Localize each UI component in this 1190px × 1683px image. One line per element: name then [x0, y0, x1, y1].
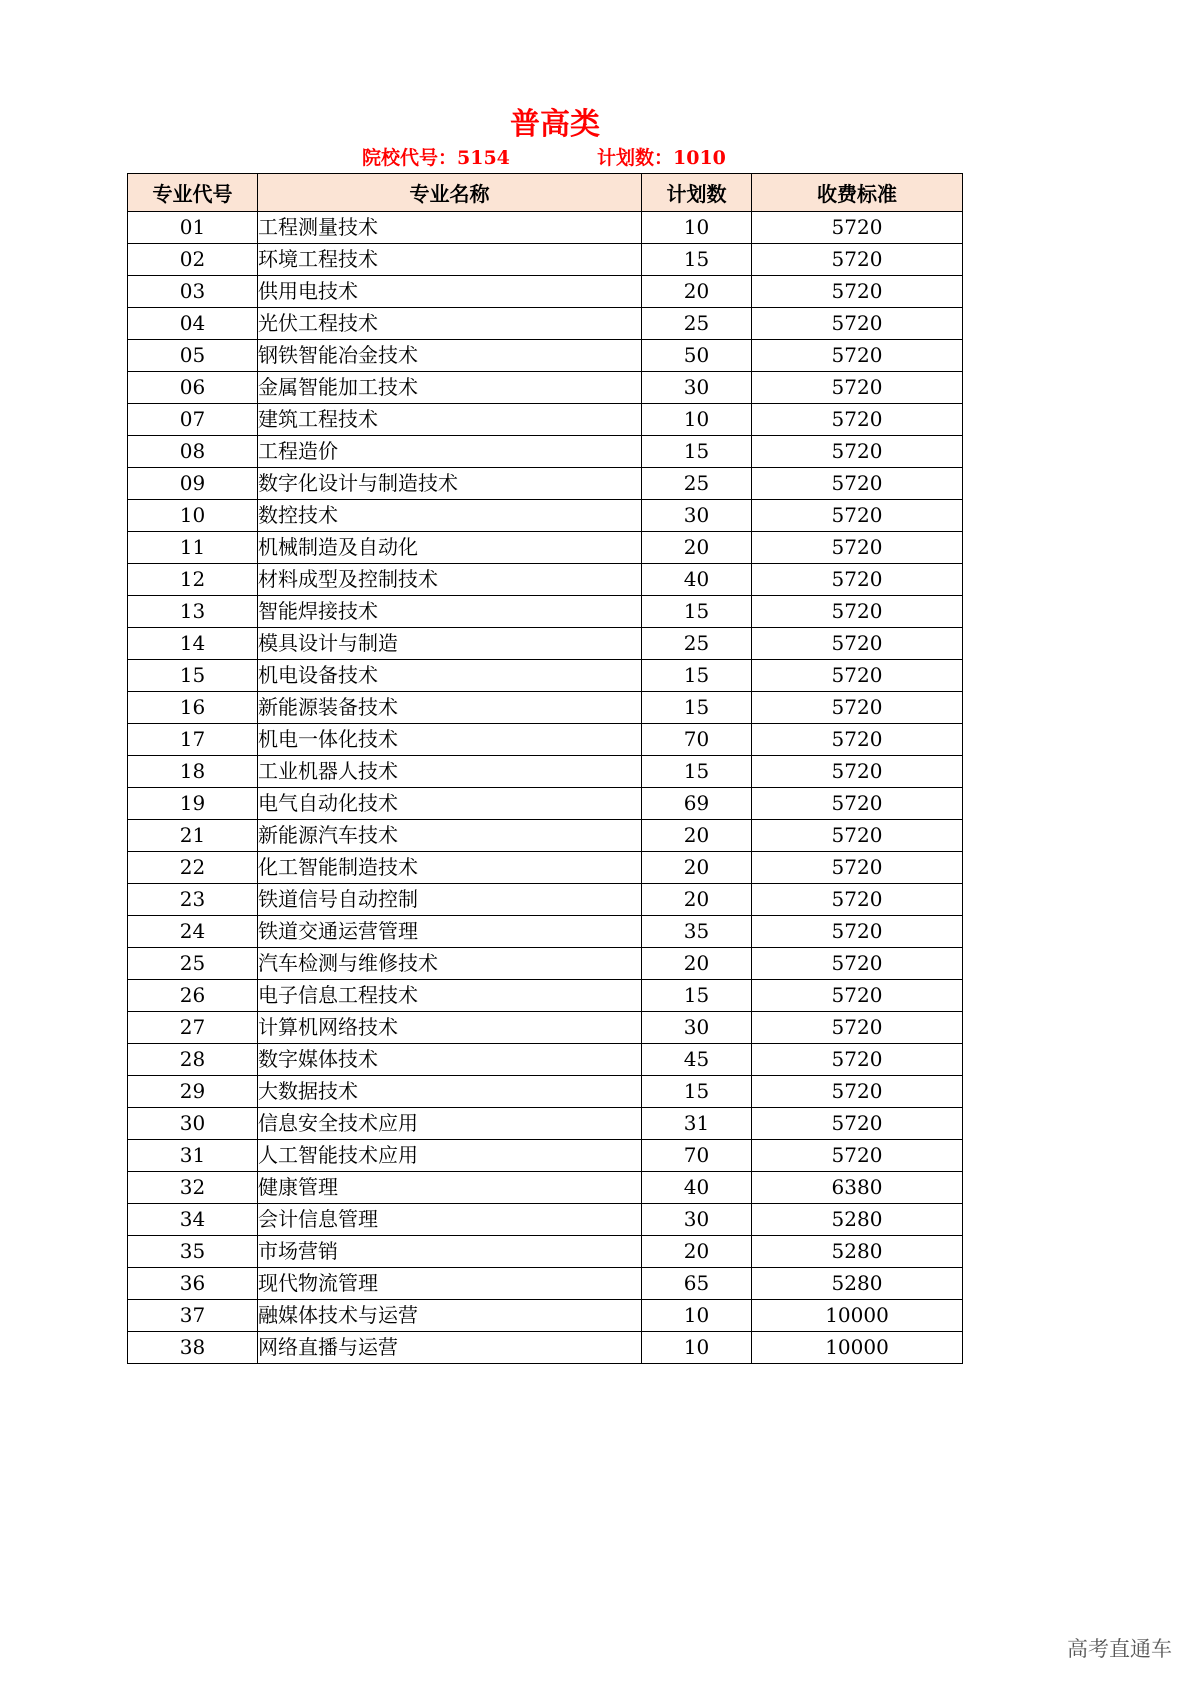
table-row — [128, 788, 963, 820]
table-row — [128, 756, 963, 788]
major-name-cell: 融媒体技术与运营 — [258, 1300, 642, 1332]
major-code-cell: 15 — [128, 660, 258, 692]
major-code-cell: 03 — [128, 276, 258, 308]
fee-cell: 5720 — [752, 436, 963, 468]
major-name-cell: 新能源装备技术 — [258, 692, 642, 724]
major-name-cell: 数字化设计与制造技术 — [258, 468, 642, 500]
fee-cell: 10000 — [752, 1332, 963, 1364]
fee-cell: 5720 — [752, 468, 963, 500]
fee-cell: 5720 — [752, 308, 963, 340]
major-name-cell: 新能源汽车技术 — [258, 820, 642, 852]
major-name-cell: 工业机器人技术 — [258, 756, 642, 788]
table-row — [128, 1332, 963, 1364]
major-name-cell: 计算机网络技术 — [258, 1012, 642, 1044]
table-row — [128, 660, 963, 692]
major-code-cell: 17 — [128, 724, 258, 756]
major-name-cell: 市场营销 — [258, 1236, 642, 1268]
major-name-cell: 数控技术 — [258, 500, 642, 532]
header-major-code: 专业代号 — [128, 174, 258, 212]
major-name-cell: 铁道信号自动控制 — [258, 884, 642, 916]
table-row — [128, 404, 963, 436]
table-row — [128, 1204, 963, 1236]
plan-count-cell: 25 — [642, 468, 752, 500]
table-row — [128, 1300, 963, 1332]
plan-count-cell: 50 — [642, 340, 752, 372]
major-code-cell: 37 — [128, 1300, 258, 1332]
major-name-cell: 钢铁智能冶金技术 — [258, 340, 642, 372]
major-name-cell: 工程测量技术 — [258, 212, 642, 244]
table-body — [128, 212, 963, 1364]
plan-count-cell: 70 — [642, 724, 752, 756]
major-code-cell: 06 — [128, 372, 258, 404]
major-code-cell: 18 — [128, 756, 258, 788]
plan-count-cell: 45 — [642, 1044, 752, 1076]
fee-cell: 5720 — [752, 980, 963, 1012]
plan-count-cell: 10 — [642, 1332, 752, 1364]
table-row — [128, 1172, 963, 1204]
table-row — [128, 372, 963, 404]
fee-cell: 5720 — [752, 564, 963, 596]
table-row — [128, 532, 963, 564]
major-name-cell: 大数据技术 — [258, 1076, 642, 1108]
plan-count-cell: 15 — [642, 596, 752, 628]
table-row — [128, 308, 963, 340]
major-code-cell: 29 — [128, 1076, 258, 1108]
plan-count-cell: 15 — [642, 756, 752, 788]
major-name-cell: 现代物流管理 — [258, 1268, 642, 1300]
major-name-cell: 健康管理 — [258, 1172, 642, 1204]
enrollment-plan-table — [127, 173, 963, 1364]
table-row — [128, 468, 963, 500]
table-row — [128, 436, 963, 468]
plan-count-cell: 65 — [642, 1268, 752, 1300]
fee-cell: 5720 — [752, 372, 963, 404]
plan-count-cell: 30 — [642, 372, 752, 404]
plan-count-cell: 25 — [642, 628, 752, 660]
major-code-cell: 04 — [128, 308, 258, 340]
major-name-cell: 网络直播与运营 — [258, 1332, 642, 1364]
major-code-cell: 24 — [128, 916, 258, 948]
table-row — [128, 244, 963, 276]
fee-cell: 5720 — [752, 724, 963, 756]
major-name-cell: 会计信息管理 — [258, 1204, 642, 1236]
major-code-cell: 30 — [128, 1108, 258, 1140]
fee-cell: 5720 — [752, 820, 963, 852]
plan-count-cell: 35 — [642, 916, 752, 948]
fee-cell: 5720 — [752, 628, 963, 660]
fee-cell: 10000 — [752, 1300, 963, 1332]
plan-count-cell: 10 — [642, 212, 752, 244]
major-name-cell: 电子信息工程技术 — [258, 980, 642, 1012]
plan-count-cell: 69 — [642, 788, 752, 820]
major-name-cell: 金属智能加工技术 — [258, 372, 642, 404]
table-row — [128, 500, 963, 532]
plan-count-cell: 15 — [642, 436, 752, 468]
major-code-cell: 23 — [128, 884, 258, 916]
plan-count-cell: 25 — [642, 308, 752, 340]
plan-count-cell: 20 — [642, 948, 752, 980]
fee-cell: 5720 — [752, 756, 963, 788]
fee-cell: 5720 — [752, 884, 963, 916]
major-code-cell: 11 — [128, 532, 258, 564]
major-code-cell: 31 — [128, 1140, 258, 1172]
plan-count-cell: 15 — [642, 692, 752, 724]
table-row — [128, 1268, 963, 1300]
table-row — [128, 1012, 963, 1044]
header-fee-standard: 收费标准 — [752, 174, 963, 212]
plan-total: 计划数：1010 — [597, 147, 726, 169]
major-name-cell: 汽车检测与维修技术 — [258, 948, 642, 980]
table-row — [128, 1044, 963, 1076]
major-name-cell: 模具设计与制造 — [258, 628, 642, 660]
major-code-cell: 07 — [128, 404, 258, 436]
major-name-cell: 材料成型及控制技术 — [258, 564, 642, 596]
major-code-cell: 22 — [128, 852, 258, 884]
major-name-cell: 环境工程技术 — [258, 244, 642, 276]
header-major-name: 专业名称 — [258, 174, 642, 212]
fee-cell: 5720 — [752, 660, 963, 692]
plan-count-cell: 31 — [642, 1108, 752, 1140]
major-name-cell: 机电一体化技术 — [258, 724, 642, 756]
major-code-cell: 13 — [128, 596, 258, 628]
major-name-cell: 信息安全技术应用 — [258, 1108, 642, 1140]
major-code-cell: 27 — [128, 1012, 258, 1044]
table-row — [128, 340, 963, 372]
major-name-cell: 供用电技术 — [258, 276, 642, 308]
major-code-cell: 14 — [128, 628, 258, 660]
fee-cell: 5720 — [752, 500, 963, 532]
fee-cell: 5720 — [752, 1044, 963, 1076]
major-code-cell: 19 — [128, 788, 258, 820]
major-name-cell: 机械制造及自动化 — [258, 532, 642, 564]
major-name-cell: 化工智能制造技术 — [258, 852, 642, 884]
table-row — [128, 948, 963, 980]
table-row — [128, 852, 963, 884]
plan-count-cell: 15 — [642, 244, 752, 276]
table-row — [128, 980, 963, 1012]
table-row — [128, 1108, 963, 1140]
plan-count-cell: 10 — [642, 1300, 752, 1332]
table-row — [128, 1140, 963, 1172]
major-code-cell: 28 — [128, 1044, 258, 1076]
fee-cell: 5280 — [752, 1236, 963, 1268]
major-code-cell: 12 — [128, 564, 258, 596]
plan-count-cell: 40 — [642, 564, 752, 596]
fee-cell: 5720 — [752, 1012, 963, 1044]
major-name-cell: 铁道交通运营管理 — [258, 916, 642, 948]
major-code-cell: 08 — [128, 436, 258, 468]
fee-cell: 5280 — [752, 1204, 963, 1236]
major-code-cell: 32 — [128, 1172, 258, 1204]
major-code-cell: 25 — [128, 948, 258, 980]
fee-cell: 5720 — [752, 532, 963, 564]
fee-cell: 5720 — [752, 244, 963, 276]
header-plan-count: 计划数 — [642, 174, 752, 212]
major-name-cell: 智能焊接技术 — [258, 596, 642, 628]
plan-count-cell: 15 — [642, 660, 752, 692]
fee-cell: 5720 — [752, 788, 963, 820]
major-name-cell: 建筑工程技术 — [258, 404, 642, 436]
fee-cell: 5720 — [752, 916, 963, 948]
major-code-cell: 02 — [128, 244, 258, 276]
major-code-cell: 09 — [128, 468, 258, 500]
table-row — [128, 564, 963, 596]
watermark: 高考直通车 — [1067, 1637, 1172, 1661]
table-row — [128, 1236, 963, 1268]
major-name-cell: 电气自动化技术 — [258, 788, 642, 820]
table-row — [128, 724, 963, 756]
table-row — [128, 596, 963, 628]
major-code-cell: 26 — [128, 980, 258, 1012]
plan-count-cell: 10 — [642, 404, 752, 436]
fee-cell: 6380 — [752, 1172, 963, 1204]
plan-count-cell: 20 — [642, 852, 752, 884]
table-row — [128, 276, 963, 308]
fee-cell: 5720 — [752, 404, 963, 436]
table-row — [128, 692, 963, 724]
plan-count-cell: 70 — [642, 1140, 752, 1172]
fee-cell: 5720 — [752, 340, 963, 372]
plan-count-cell: 20 — [642, 276, 752, 308]
table-row — [128, 1076, 963, 1108]
plan-count-cell: 20 — [642, 532, 752, 564]
fee-cell: 5720 — [752, 852, 963, 884]
major-code-cell: 10 — [128, 500, 258, 532]
fee-cell: 5720 — [752, 212, 963, 244]
fee-cell: 5720 — [752, 692, 963, 724]
table-row — [128, 916, 963, 948]
major-code-cell: 36 — [128, 1268, 258, 1300]
major-name-cell: 工程造价 — [258, 436, 642, 468]
plan-count-cell: 30 — [642, 1204, 752, 1236]
major-name-cell: 人工智能技术应用 — [258, 1140, 642, 1172]
table-row — [128, 628, 963, 660]
major-code-cell: 34 — [128, 1204, 258, 1236]
major-code-cell: 35 — [128, 1236, 258, 1268]
plan-count-cell: 20 — [642, 820, 752, 852]
major-code-cell: 05 — [128, 340, 258, 372]
plan-count-cell: 15 — [642, 1076, 752, 1108]
school-code: 院校代号：5154 — [362, 147, 510, 169]
major-name-cell: 机电设备技术 — [258, 660, 642, 692]
fee-cell: 5720 — [752, 948, 963, 980]
plan-count-cell: 20 — [642, 1236, 752, 1268]
fee-cell: 5720 — [752, 1108, 963, 1140]
page-title: 普高类 — [510, 107, 600, 142]
plan-count-cell: 20 — [642, 884, 752, 916]
major-code-cell: 38 — [128, 1332, 258, 1364]
major-code-cell: 01 — [128, 212, 258, 244]
major-code-cell: 16 — [128, 692, 258, 724]
fee-cell: 5720 — [752, 1140, 963, 1172]
plan-count-cell: 40 — [642, 1172, 752, 1204]
major-code-cell: 21 — [128, 820, 258, 852]
table-row — [128, 820, 963, 852]
fee-cell: 5720 — [752, 1076, 963, 1108]
major-name-cell: 光伏工程技术 — [258, 308, 642, 340]
fee-cell: 5720 — [752, 276, 963, 308]
plan-count-cell: 15 — [642, 980, 752, 1012]
table-row — [128, 212, 963, 244]
fee-cell: 5280 — [752, 1268, 963, 1300]
major-name-cell: 数字媒体技术 — [258, 1044, 642, 1076]
table-row — [128, 884, 963, 916]
fee-cell: 5720 — [752, 596, 963, 628]
table-header-row — [128, 174, 963, 212]
plan-count-cell: 30 — [642, 1012, 752, 1044]
plan-count-cell: 30 — [642, 500, 752, 532]
